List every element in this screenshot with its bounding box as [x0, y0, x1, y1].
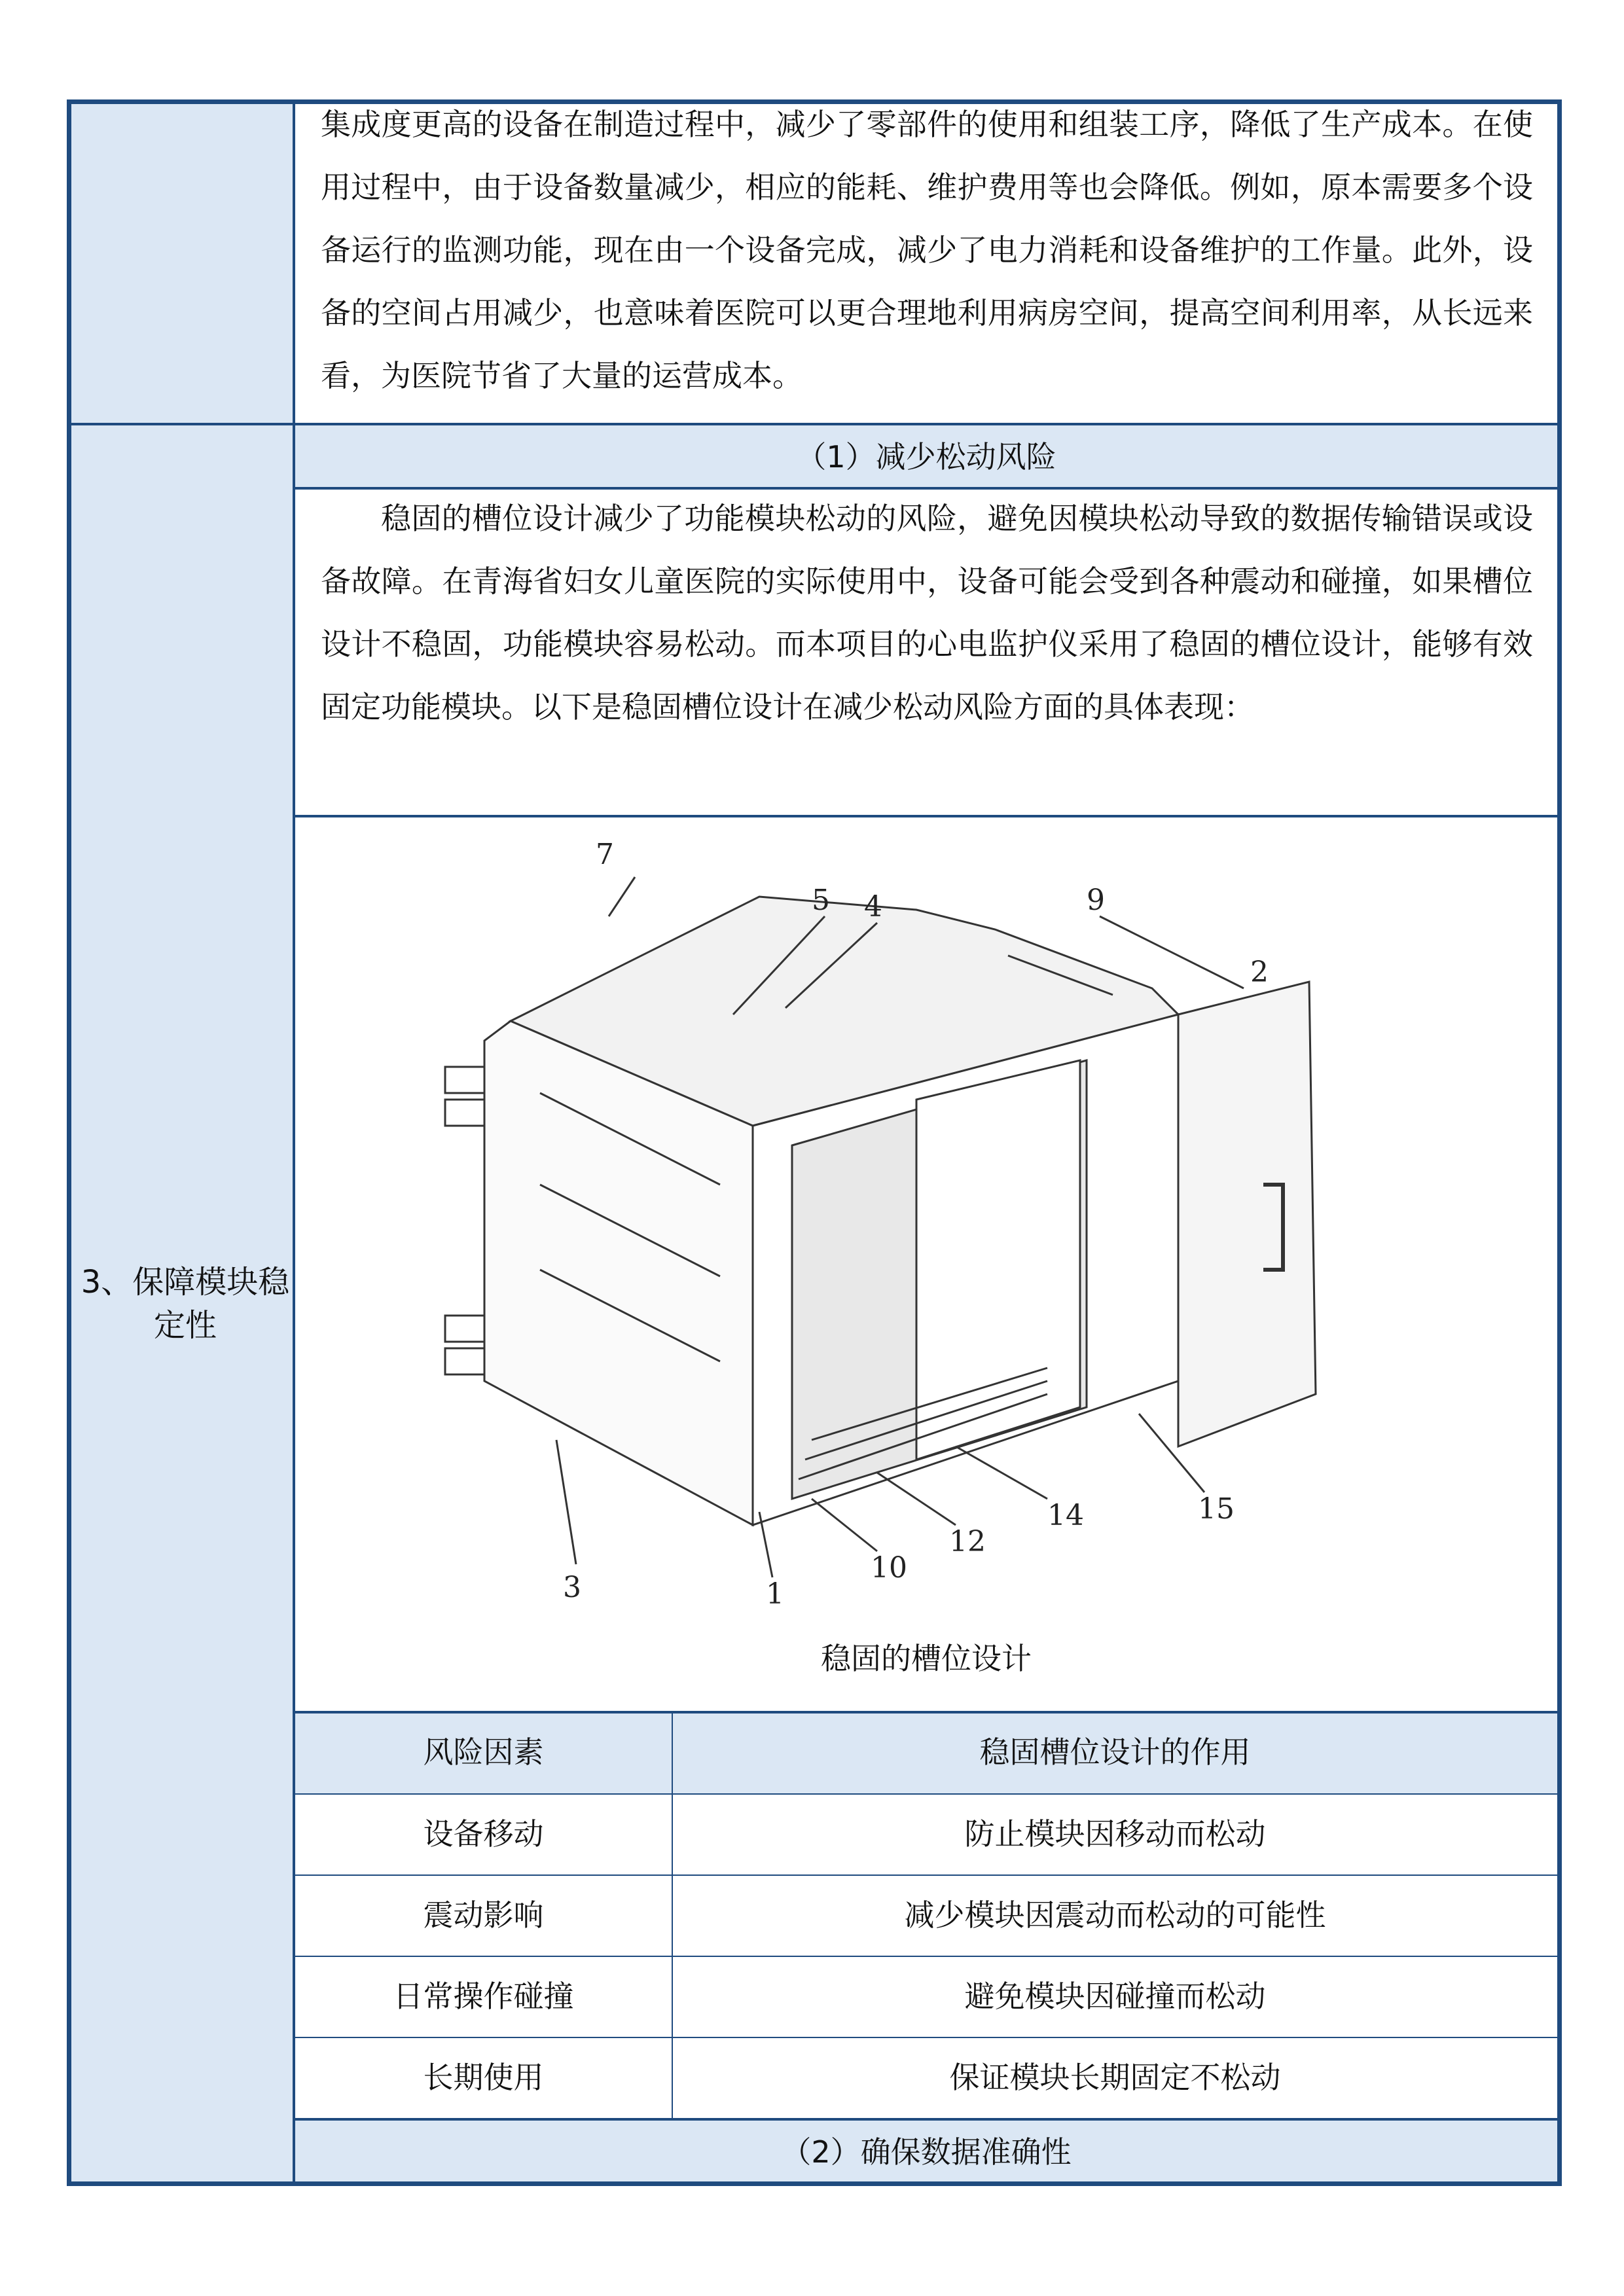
callout-3: 3 — [563, 1571, 581, 1604]
table-line-1 — [293, 1793, 1562, 1795]
callout-12: 12 — [949, 1525, 986, 1558]
callout-9: 9 — [1087, 884, 1105, 917]
table-cell-effect: 避免模块因碰撞而松动 — [964, 1979, 1266, 2014]
table-cell-risk: 日常操作碰撞 — [393, 1979, 574, 2014]
table-header-design-effect: 稳固槽位设计的作用 — [979, 1734, 1251, 1770]
callout-5: 5 — [812, 884, 830, 917]
callout-14: 14 — [1047, 1499, 1084, 1532]
table-line-4 — [293, 2037, 1562, 2038]
subheading-data-accuracy: （2）确保数据准确性 — [781, 2134, 1072, 2170]
subheading-reduce-loosening: （1）减少松动风险 — [796, 439, 1056, 475]
column-divider — [293, 99, 295, 2186]
table-cell-risk: 长期使用 — [423, 2060, 544, 2095]
table-cell-risk: 震动影响 — [423, 1897, 544, 1933]
chassis-drawing — [445, 877, 1316, 1577]
row-divider-4 — [293, 1711, 1562, 1713]
row-label-module-stability: 3、保障模块稳定性 — [81, 1264, 290, 1344]
table-line-2 — [293, 1874, 1562, 1876]
table-cell-risk: 设备移动 — [423, 1816, 544, 1852]
callout-7: 7 — [596, 838, 614, 871]
table-line-3 — [293, 1956, 1562, 1957]
callout-2: 2 — [1250, 956, 1269, 989]
callout-10: 10 — [871, 1551, 907, 1585]
figure-caption: 稳固的槽位设计 — [821, 1641, 1032, 1676]
body-paragraph: 稳固的槽位设计减少了功能模块松动的风险，避免因模块松动导致的数据传输错误或设备故障。在青海省妇女儿童医院的实际使用中，设备可能会受到各种震动和碰撞，如果槽位设计不稳固，功能模块容易松动。而本项目的心电监护仪采用了稳固的槽位设计，能够有效固定功能模块。以下是稳固槽位设计在减少松动风险方面的具体表现： — [321, 501, 1533, 725]
callout-15: 15 — [1198, 1492, 1235, 1526]
row-divider-3 — [293, 815, 1562, 817]
callout-4: 4 — [864, 890, 882, 924]
callout-1: 1 — [766, 1577, 784, 1611]
intro-paragraph: 集成度更高的设备在制造过程中，减少了零部件的使用和组装工序，降低了生产成本。在使用过程中，由于设备数量减少，相应的能耗、维护费用等也会降低。例如，原本需要多个设备运行的监测功能，现在由一个设备完成，减少了电力消耗和设备维护的工作量。此外，设备的空间占用减少，也意味着医院可以更合理地利用病房空间，提高空间利用率，从长远来看，为医院节省了大量的运营成本。 — [321, 107, 1533, 393]
table-cell-effect: 保证模块长期固定不松动 — [949, 2060, 1281, 2095]
slot-chassis-illustration — [419, 818, 1335, 1617]
table-cell-effect: 减少模块因震动而松动的可能性 — [904, 1897, 1326, 1933]
row-divider-1 — [67, 423, 1562, 425]
table-cell-effect: 防止模块因移动而松动 — [964, 1816, 1266, 1852]
row-divider-5 — [293, 2118, 1562, 2121]
table-header-risk-factor: 风险因素 — [423, 1734, 544, 1770]
